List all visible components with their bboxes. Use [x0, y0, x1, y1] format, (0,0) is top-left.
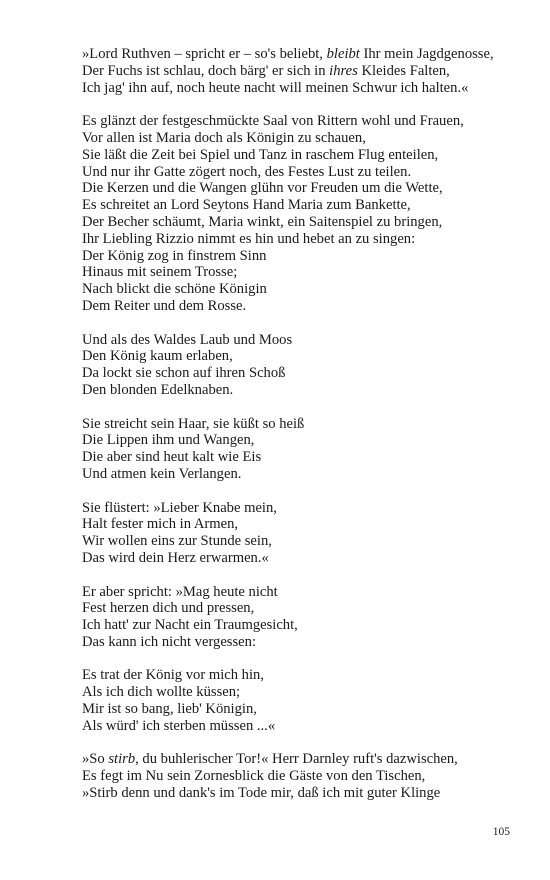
stanza-gap [82, 96, 522, 113]
line-text: Hinaus mit seinem Trosse; [82, 264, 238, 281]
emphasized-text: bleibt [326, 46, 360, 62]
verse-line [82, 365, 522, 382]
line-text: Es trat der König vor mich hin, [82, 667, 264, 684]
verse-line [82, 264, 522, 281]
line-text: Sie läßt die Zeit bei Spiel und Tanz in raschem Flug enteilen, [82, 146, 439, 163]
verse-line [82, 550, 522, 567]
verse-line [82, 684, 522, 701]
verse-line [82, 500, 522, 517]
stanza [82, 751, 522, 801]
line-text: Dem Reiter und dem Rosse. [82, 297, 247, 314]
verse-line [82, 130, 522, 147]
verse-line [82, 281, 522, 298]
verse-line [82, 584, 522, 601]
line-text: Als ich dich wollte küssen; [82, 684, 241, 701]
poem-text [82, 46, 522, 802]
line-text: Sie flüstert: »Lieber Knabe mein, [82, 499, 277, 516]
line-text: Der Fuchs ist schlau, doch bärg' er sich in [82, 62, 330, 79]
line-text: Ihr mein Jagdgenosse, [359, 46, 494, 62]
line-text: Ihr Liebling Rizzio nimmt es hin und hebet an zu singen: [82, 230, 416, 247]
verse-line [82, 63, 522, 80]
verse-line [82, 214, 522, 231]
verse-line [82, 197, 522, 214]
verse-line [82, 80, 522, 97]
stanza [82, 500, 522, 567]
verse-line [82, 533, 522, 550]
line-text: Der König zog in finstrem Sinn [82, 247, 267, 264]
line-text: Da lockt sie schon auf ihren Schoß [82, 365, 286, 382]
stanza [82, 46, 522, 96]
verse-line [82, 516, 522, 533]
verse-line [82, 785, 522, 802]
line-text: Die Kerzen und die Wangen glühn vor Freuden um die Wette, [82, 180, 443, 197]
verse-line [82, 751, 522, 768]
verse-line [82, 634, 522, 651]
stanza [82, 667, 522, 734]
line-text: Und nur ihr Gatte zögert noch, des Festes Lust zu teilen. [82, 163, 412, 180]
line-text: Er aber spricht: »Mag heute nicht [82, 583, 278, 600]
line-text: Mir ist so bang, lieb' Königin, [82, 701, 257, 718]
emphasized-text: stirb [108, 751, 136, 768]
stanza-gap [82, 315, 522, 332]
verse-line [82, 600, 522, 617]
verse-line [82, 701, 522, 718]
line-text: Das wird dein Herz erwarmen.« [82, 549, 269, 566]
stanza [82, 584, 522, 651]
verse-line [82, 466, 522, 483]
line-text: Und als des Waldes Laub und Moos [82, 331, 293, 348]
stanza-gap [82, 483, 522, 500]
verse-line [82, 248, 522, 265]
line-text: Den König kaum erlaben, [82, 348, 233, 365]
stanza [82, 332, 522, 399]
line-text: Fest herzen dich und pressen, [82, 600, 255, 617]
verse-line [82, 231, 522, 248]
verse-line [82, 332, 522, 349]
line-text: »Stirb denn und dank's im Tode mir, daß ich mit guter Klinge [82, 785, 441, 802]
line-text: Den blonden Edelknaben. [82, 381, 234, 398]
verse-line [82, 382, 522, 399]
line-text: Wir wollen eins zur Stunde sein, [82, 533, 272, 550]
line-text: Sie streicht sein Haar, sie küßt so heiß [82, 415, 305, 432]
line-text: Vor allen ist Maria doch als Königin zu schauen, [82, 129, 366, 146]
line-text: Als würd' ich sterben müssen ...« [82, 717, 276, 734]
verse-line [82, 113, 522, 130]
page-number: 105 [492, 826, 510, 838]
verse-line [82, 768, 522, 785]
line-text: »So [82, 751, 109, 768]
verse-line [82, 449, 522, 466]
verse-line [82, 164, 522, 181]
stanza-gap [82, 651, 522, 668]
verse-line [82, 348, 522, 365]
emphasized-text: ihres [329, 62, 358, 79]
verse-line [82, 180, 522, 197]
verse-line [82, 667, 522, 684]
line-text: Es glänzt der festgeschmückte Saal von Rittern wohl und Frauen, [82, 113, 464, 130]
line-text: Es schreitet an Lord Seytons Hand Maria zum Bankette, [82, 197, 411, 214]
stanza-gap [82, 567, 522, 584]
verse-line [82, 46, 522, 63]
verse-line [82, 416, 522, 433]
line-text: Und atmen kein Verlangen. [82, 465, 242, 482]
verse-line [82, 147, 522, 164]
line-text: Das kann ich nicht vergessen: [82, 633, 256, 650]
line-text: , du buhlerischer Tor!« Herr Darnley ruft's dazwischen, [135, 751, 458, 768]
line-text: Nach blickt die schöne Königin [82, 281, 267, 298]
stanza-gap [82, 735, 522, 752]
line-text: Der Becher schäumt, Maria winkt, ein Saitenspiel zu bringen, [82, 213, 443, 230]
stanza-gap [82, 399, 522, 416]
line-text: »Lord Ruthven – spricht er – so's beliebt, [82, 46, 327, 62]
line-text: Halt fester mich in Armen, [82, 516, 239, 533]
verse-line [82, 617, 522, 634]
stanza [82, 113, 522, 315]
line-text: Ich jag' ihn auf, noch heute nacht will meinen Schwur ich halten.« [82, 79, 469, 96]
line-text: Die Lippen ihm und Wangen, [82, 432, 255, 449]
line-text: Die aber sind heut kalt wie Eis [82, 449, 262, 466]
line-text: Kleides Falten, [357, 62, 450, 79]
stanza [82, 416, 522, 483]
verse-line [82, 432, 522, 449]
verse-line [82, 298, 522, 315]
line-text: Es fegt im Nu sein Zornesblick die Gäste von den Tischen, [82, 768, 426, 785]
line-text: Ich hatt' zur Nacht ein Traumgesicht, [82, 617, 298, 634]
verse-line [82, 718, 522, 735]
